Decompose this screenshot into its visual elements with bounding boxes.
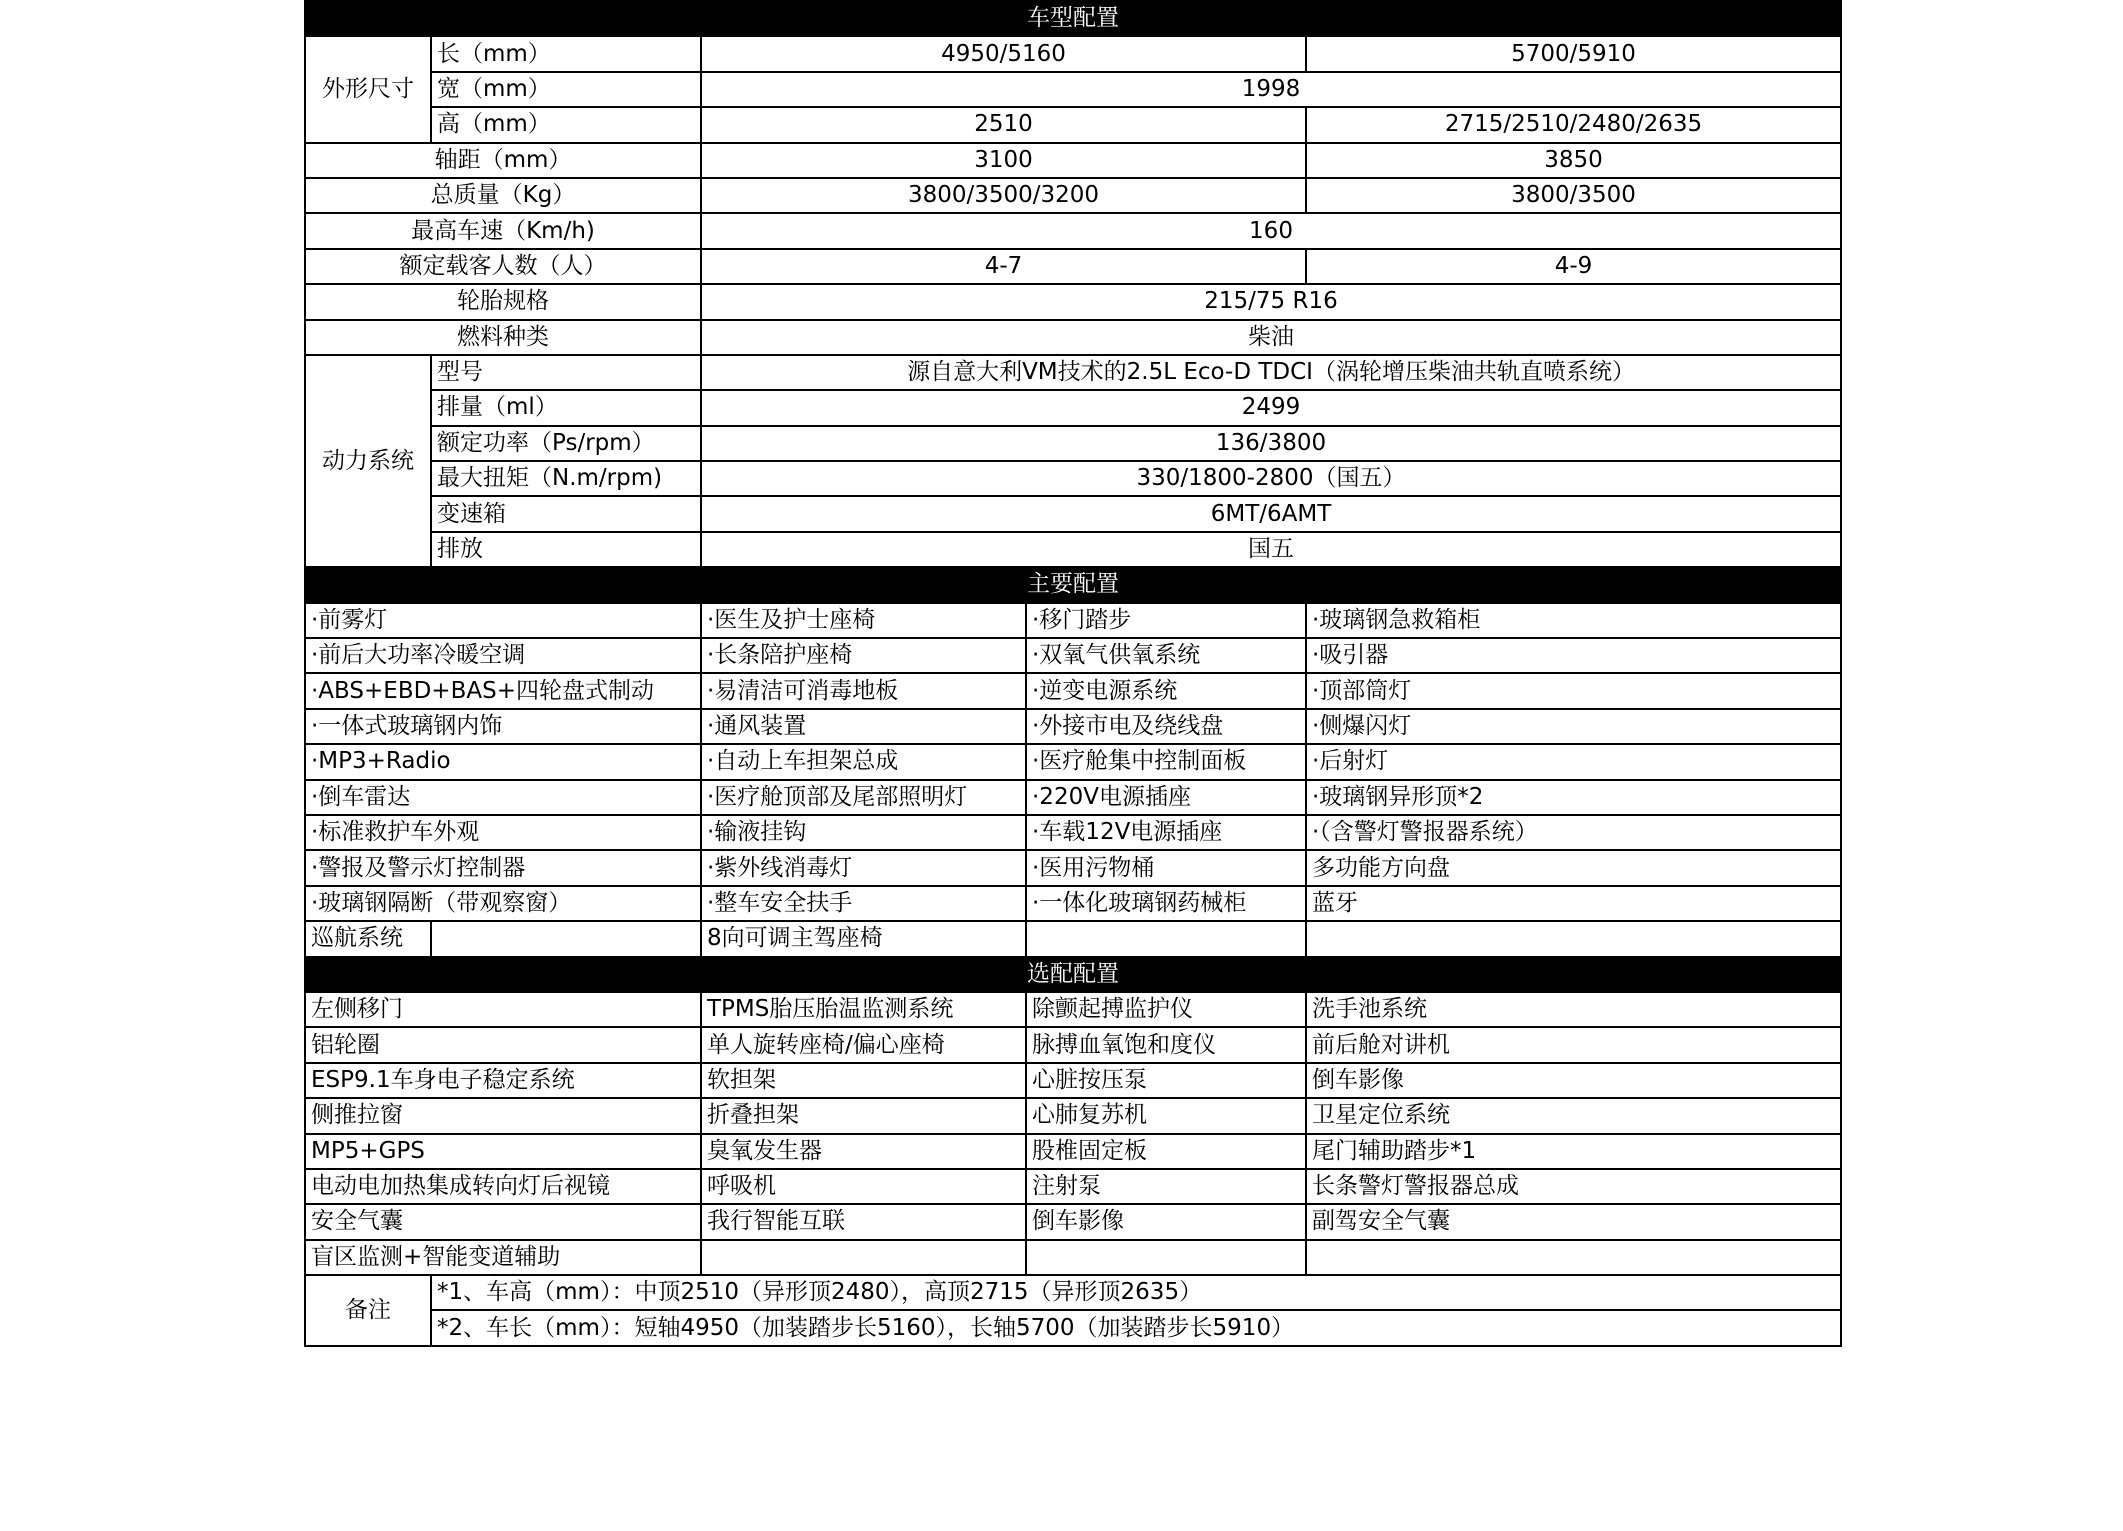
spec-value: 136/3800 <box>701 426 1841 461</box>
feature-cell: ·顶部筒灯 <box>1306 673 1841 708</box>
table-row <box>305 815 1841 850</box>
option-cell: 我行智能互联 <box>701 1204 1026 1239</box>
notes-label: 备注 <box>305 1275 431 1346</box>
option-cell: 电动电加热集成转向灯后视镜 <box>305 1169 701 1204</box>
feature-cell: ·玻璃钢急救箱柜 <box>1306 603 1841 638</box>
option-cell: 注射泵 <box>1026 1169 1306 1204</box>
table-row <box>305 1275 1841 1310</box>
option-cell: 安全气囊 <box>305 1204 701 1239</box>
group-label-power: 动力系统 <box>305 355 431 567</box>
option-cell: 软担架 <box>701 1063 1026 1098</box>
table-row <box>305 992 1841 1027</box>
spec-value: 国五 <box>701 532 1841 567</box>
section-header-vehicle: 车型配置 <box>305 1 1841 36</box>
feature-cell: ·前雾灯 <box>305 603 701 638</box>
option-cell: 前后舱对讲机 <box>1306 1027 1841 1062</box>
spec-value: 3100 <box>701 143 1306 178</box>
option-cell: 左侧移门 <box>305 992 701 1027</box>
section-header-main: 主要配置 <box>305 567 1841 602</box>
spec-value: 215/75 R16 <box>701 284 1841 319</box>
table-row <box>305 36 1841 71</box>
feature-cell <box>1306 921 1841 956</box>
spec-label: 宽（mm） <box>431 72 701 107</box>
spec-value: 2499 <box>701 390 1841 425</box>
feature-cell: 蓝牙 <box>1306 886 1841 921</box>
table-row <box>305 1169 1841 1204</box>
spec-value: 160 <box>701 213 1841 248</box>
spec-value: 330/1800-2800（国五） <box>701 461 1841 496</box>
feature-cell: ·后射灯 <box>1306 744 1841 779</box>
feature-cell: ·医疗舱集中控制面板 <box>1026 744 1306 779</box>
table-row <box>305 921 1841 956</box>
option-cell: 脉搏血氧饱和度仪 <box>1026 1027 1306 1062</box>
feature-cell: ·移门踏步 <box>1026 603 1306 638</box>
option-cell: 倒车影像 <box>1026 1204 1306 1239</box>
feature-cell: ·输液挂钩 <box>701 815 1026 850</box>
feature-cell: ·整车安全扶手 <box>701 886 1026 921</box>
table-row <box>305 1027 1841 1062</box>
option-cell: TPMS胎压胎温监测系统 <box>701 992 1026 1027</box>
spec-value: 1998 <box>701 72 1841 107</box>
option-cell <box>1026 1240 1306 1275</box>
section-header-row <box>305 567 1841 602</box>
feature-cell: ·MP3+Radio <box>305 744 701 779</box>
spec-label: 最大扭矩（N.m/rpm) <box>431 461 701 496</box>
feature-cell: 8向可调主驾座椅 <box>701 921 1026 956</box>
option-cell: ESP9.1车身电子稳定系统 <box>305 1063 701 1098</box>
table-row <box>305 461 1841 496</box>
feature-cell <box>431 921 701 956</box>
option-cell: 臭氧发生器 <box>701 1134 1026 1169</box>
table-row <box>305 1204 1841 1239</box>
table-row <box>305 249 1841 284</box>
table-row <box>305 709 1841 744</box>
option-cell <box>701 1240 1026 1275</box>
table-row <box>305 1134 1841 1169</box>
spec-value: 3800/3500 <box>1306 178 1841 213</box>
table-row <box>305 213 1841 248</box>
feature-cell: ·玻璃钢异形顶*2 <box>1306 780 1841 815</box>
option-cell: 折叠担架 <box>701 1098 1026 1133</box>
option-cell: 卫星定位系统 <box>1306 1098 1841 1133</box>
spec-label: 型号 <box>431 355 701 390</box>
spec-value: 3850 <box>1306 143 1841 178</box>
table-row <box>305 72 1841 107</box>
option-cell: 长条警灯警报器总成 <box>1306 1169 1841 1204</box>
spec-value: 6MT/6AMT <box>701 496 1841 531</box>
note-line: *2、车长（mm）：短轴4950（加装踏步长5160），长轴5700（加装踏步长5910） <box>431 1310 1841 1345</box>
feature-cell: 多功能方向盘 <box>1306 850 1841 885</box>
option-cell: MP5+GPS <box>305 1134 701 1169</box>
table-row <box>305 603 1841 638</box>
option-cell: 洗手池系统 <box>1306 992 1841 1027</box>
feature-cell: ·侧爆闪灯 <box>1306 709 1841 744</box>
option-cell: 铝轮圈 <box>305 1027 701 1062</box>
option-cell: 副驾安全气囊 <box>1306 1204 1841 1239</box>
spec-value: 源自意大利VM技术的2.5L Eco-D TDCI（涡轮增压柴油共轨直喷系统） <box>701 355 1841 390</box>
section-header-row <box>305 1 1841 36</box>
table-row <box>305 850 1841 885</box>
feature-cell: ·吸引器 <box>1306 638 1841 673</box>
table-row <box>305 744 1841 779</box>
table-row <box>305 284 1841 319</box>
option-cell: 股椎固定板 <box>1026 1134 1306 1169</box>
table-row <box>305 320 1841 355</box>
table-row <box>305 780 1841 815</box>
feature-cell: ·医生及护士座椅 <box>701 603 1026 638</box>
table-row <box>305 107 1841 142</box>
section-header-row <box>305 957 1841 992</box>
table-row <box>305 1240 1841 1275</box>
table-row <box>305 496 1841 531</box>
spec-label: 额定载客人数（人） <box>305 249 701 284</box>
table-row <box>305 426 1841 461</box>
feature-cell <box>1026 921 1306 956</box>
spec-label: 最高车速（Km/h) <box>305 213 701 248</box>
spec-value: 5700/5910 <box>1306 36 1841 71</box>
table-row <box>305 1063 1841 1098</box>
option-cell: 单人旋转座椅/偏心座椅 <box>701 1027 1026 1062</box>
spec-label: 排放 <box>431 532 701 567</box>
option-cell: 呼吸机 <box>701 1169 1026 1204</box>
spec-value: 4950/5160 <box>701 36 1306 71</box>
option-cell: 尾门辅助踏步*1 <box>1306 1134 1841 1169</box>
table-row <box>305 673 1841 708</box>
spec-label: 轮胎规格 <box>305 284 701 319</box>
feature-cell: ·前后大功率冷暖空调 <box>305 638 701 673</box>
feature-cell: ·一体式玻璃钢内饰 <box>305 709 701 744</box>
feature-cell: ·ABS+EBD+BAS+四轮盘式制动 <box>305 673 701 708</box>
feature-cell: ·车载12V电源插座 <box>1026 815 1306 850</box>
feature-cell: ·医用污物桶 <box>1026 850 1306 885</box>
spec-table <box>304 0 1842 1347</box>
feature-cell: ·倒车雷达 <box>305 780 701 815</box>
feature-cell: ·自动上车担架总成 <box>701 744 1026 779</box>
spec-label: 变速箱 <box>431 496 701 531</box>
spec-value: 2715/2510/2480/2635 <box>1306 107 1841 142</box>
feature-cell: ·标准救护车外观 <box>305 815 701 850</box>
table-row <box>305 390 1841 425</box>
option-cell <box>1306 1240 1841 1275</box>
feature-cell: ·警报及警示灯控制器 <box>305 850 701 885</box>
feature-cell: ·外接市电及绕线盘 <box>1026 709 1306 744</box>
feature-cell: ·一体化玻璃钢药械柜 <box>1026 886 1306 921</box>
option-cell: 盲区监测+智能变道辅助 <box>305 1240 701 1275</box>
feature-cell: ·220V电源插座 <box>1026 780 1306 815</box>
spec-value: 4-9 <box>1306 249 1841 284</box>
option-cell: 心脏按压泵 <box>1026 1063 1306 1098</box>
table-row <box>305 532 1841 567</box>
option-cell: 除颤起搏监护仪 <box>1026 992 1306 1027</box>
spec-value: 3800/3500/3200 <box>701 178 1306 213</box>
table-row <box>305 1310 1841 1345</box>
option-cell: 侧推拉窗 <box>305 1098 701 1133</box>
option-cell: 心肺复苏机 <box>1026 1098 1306 1133</box>
spec-label: 长（mm） <box>431 36 701 71</box>
feature-cell: ·逆变电源系统 <box>1026 673 1306 708</box>
spec-value: 柴油 <box>701 320 1841 355</box>
spec-label: 高（mm） <box>431 107 701 142</box>
spec-label: 总质量（Kg） <box>305 178 701 213</box>
spec-label: 额定功率（Ps/rpm） <box>431 426 701 461</box>
table-row <box>305 178 1841 213</box>
feature-cell: ·紫外线消毒灯 <box>701 850 1026 885</box>
table-row <box>305 1098 1841 1133</box>
spec-label: 排量（ml） <box>431 390 701 425</box>
spec-value: 2510 <box>701 107 1306 142</box>
feature-cell: ·双氧气供氧系统 <box>1026 638 1306 673</box>
feature-cell: ·通风装置 <box>701 709 1026 744</box>
spec-label: 燃料种类 <box>305 320 701 355</box>
spec-label: 轴距（mm） <box>305 143 701 178</box>
feature-cell: ·（含警灯警报器系统） <box>1306 815 1841 850</box>
note-line: *1、车高（mm）：中顶2510（异形顶2480），高顶2715（异形顶2635） <box>431 1275 1841 1310</box>
feature-cell: ·长条陪护座椅 <box>701 638 1026 673</box>
section-header-optional: 选配配置 <box>305 957 1841 992</box>
group-label-dimensions: 外形尺寸 <box>305 36 431 142</box>
spec-value: 4-7 <box>701 249 1306 284</box>
table-row <box>305 355 1841 390</box>
table-row <box>305 886 1841 921</box>
table-row <box>305 638 1841 673</box>
feature-cell: ·医疗舱顶部及尾部照明灯 <box>701 780 1026 815</box>
option-cell: 倒车影像 <box>1306 1063 1841 1098</box>
feature-cell: 巡航系统 <box>305 921 431 956</box>
table-row <box>305 143 1841 178</box>
feature-cell: ·易清洁可消毒地板 <box>701 673 1026 708</box>
feature-cell: ·玻璃钢隔断（带观察窗） <box>305 886 701 921</box>
